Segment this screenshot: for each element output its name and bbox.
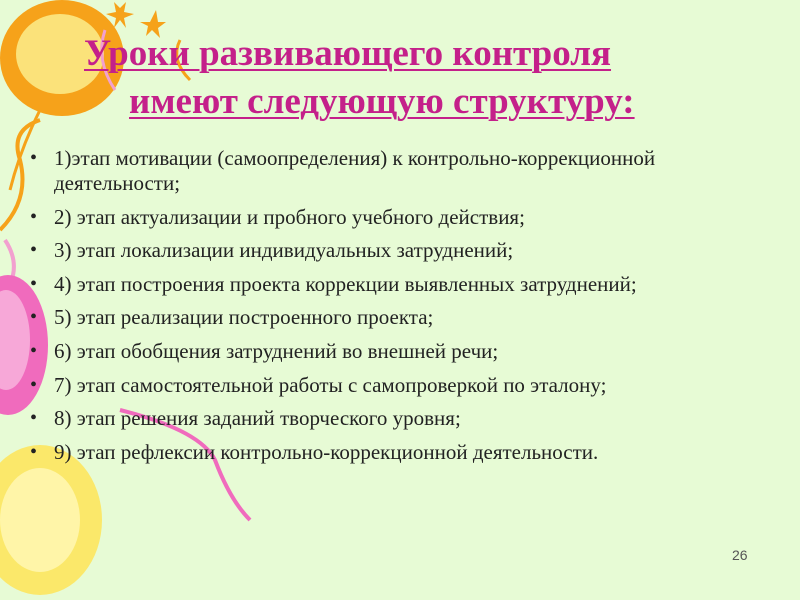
bullet-marker: • <box>30 373 38 396</box>
list-item <box>28 205 768 230</box>
list-item <box>28 373 768 398</box>
bullet-text: 3) этап локализации индивидуальных затруднений; <box>54 238 514 263</box>
title-line-1: Уроки развивающего контроля <box>84 33 612 74</box>
list-item <box>28 146 768 196</box>
bullet-text: 6) этап обобщения затруднений во внешней речи; <box>54 338 499 363</box>
bullet-marker: • <box>30 272 38 295</box>
title-line-2: имеют следующую структуру: <box>129 81 635 122</box>
bullet-marker: • <box>30 440 38 463</box>
bullet-marker: • <box>30 239 38 262</box>
list-item <box>28 272 768 297</box>
bullet-marker: • <box>30 407 38 430</box>
bullet-marker: • <box>30 339 38 362</box>
list-item <box>28 440 768 465</box>
list-item <box>28 339 768 364</box>
bullet-text: 8) этап решения заданий творческого уровня; <box>54 406 461 431</box>
bullet-text: 5) этап реализации построенного проекта; <box>54 305 434 330</box>
bullet-text: 1)этап мотивации (самоопределения) к контрольно-коррекционной деятельности; <box>54 146 656 195</box>
bullet-text: 9) этап рефлексии контрольно-коррекционной деятельности. <box>54 439 599 464</box>
list-item <box>28 305 768 330</box>
bullet-marker: • <box>30 306 38 329</box>
list-item <box>28 238 768 263</box>
slide-title <box>84 30 774 126</box>
bullet-text: 4) этап построения проекта коррекции выявленных затруднений; <box>54 271 637 296</box>
bullet-text: 7) этап самостоятельной работы с самопроверкой по эталону; <box>54 372 607 397</box>
bullet-marker: • <box>30 205 38 228</box>
page-number: 26 <box>732 547 748 563</box>
bullet-list <box>28 146 768 473</box>
list-item <box>28 406 768 431</box>
bullet-text: 2) этап актуализации и пробного учебного действия; <box>54 204 525 229</box>
bullet-marker: • <box>30 147 38 169</box>
